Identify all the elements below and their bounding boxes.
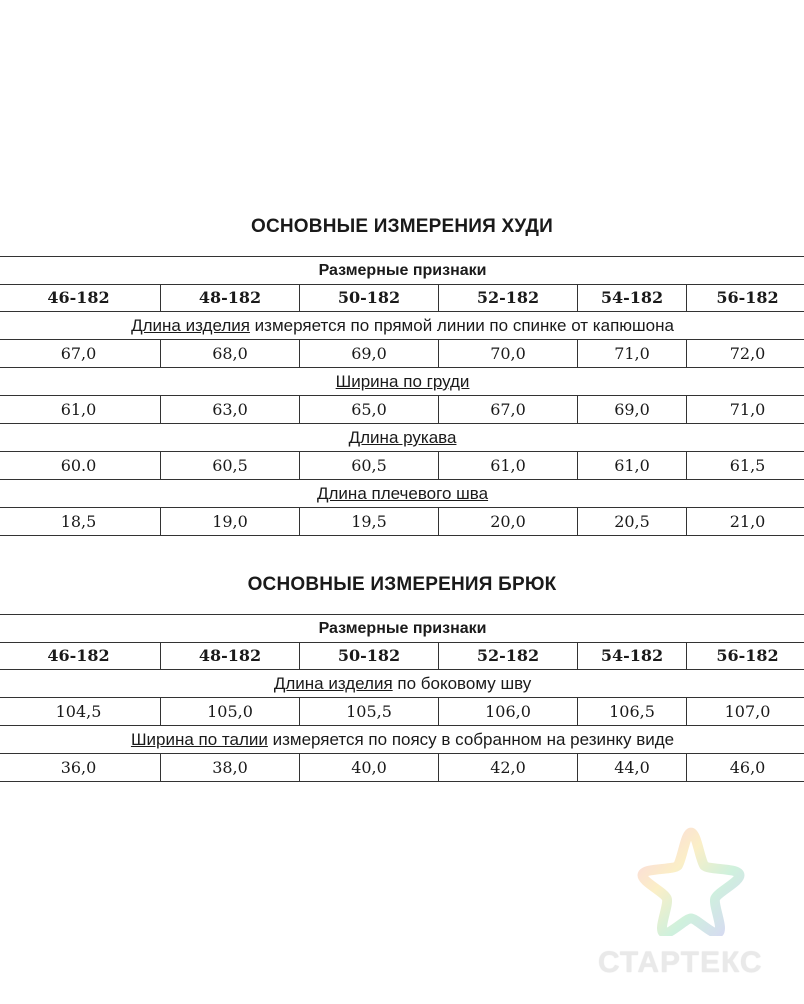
value-cell: 19,0 [161,508,300,536]
value-cell: 42,0 [439,754,578,782]
size-cell: 56-182 [687,285,804,312]
value-cell: 71,0 [578,340,687,368]
measurement-name: Ширина по груди [335,372,470,391]
measurement-label [0,670,804,698]
value-cell: 60,5 [300,452,439,480]
value-cell: 44,0 [578,754,687,782]
size-cell: 48-182 [161,285,300,312]
measurement-label [0,368,804,396]
table-header-row [0,257,804,285]
value-cell: 21,0 [687,508,804,536]
value-cell: 40,0 [300,754,439,782]
size-cell: 56-182 [687,643,804,670]
value-cell: 46,0 [687,754,804,782]
pants-measurements-table [0,614,804,782]
value-cell: 20,0 [439,508,578,536]
value-cell: 18,5 [0,508,161,536]
sizes-row [0,643,804,670]
watermark-text: СТАРТЕКС [598,946,763,979]
measurement-label [0,726,804,754]
table-row [0,396,804,424]
size-cell: 50-182 [300,285,439,312]
table-row [0,340,804,368]
size-cell: 54-182 [578,285,687,312]
value-cell: 36,0 [0,754,161,782]
value-cell: 106,0 [439,698,578,726]
size-cell: 48-182 [161,643,300,670]
value-cell: 69,0 [300,340,439,368]
value-cell: 19,5 [300,508,439,536]
size-cell: 52-182 [439,285,578,312]
value-cell: 61,0 [439,452,578,480]
measurement-label [0,480,804,508]
pants-title: ОСНОВНЫЕ ИЗМЕРЕНИЯ БРЮК [247,574,557,595]
measurement-name: Длина плечевого шва [317,484,489,503]
value-cell: 20,5 [578,508,687,536]
value-cell: 105,5 [300,698,439,726]
measurement-label-row [0,312,804,340]
measurement-note: измеряется по прямой линии по спинке от капюшона [249,316,674,335]
hoodie-measurements-table [0,256,804,536]
measurement-label-row [0,424,804,452]
table-row [0,452,804,480]
value-cell: 104,5 [0,698,161,726]
table-row [0,698,804,726]
size-cell: 46-182 [0,643,161,670]
size-attributes-header: Размерные признаки [0,615,804,643]
value-cell: 68,0 [161,340,300,368]
table-row [0,754,804,782]
value-cell: 67,0 [439,396,578,424]
measurement-label-row [0,480,804,508]
value-cell: 69,0 [578,396,687,424]
size-cell: 50-182 [300,643,439,670]
watermark-star-icon [636,826,746,936]
value-cell: 60.0 [0,452,161,480]
size-cell: 52-182 [439,643,578,670]
value-cell: 61,0 [0,396,161,424]
measurement-label-row [0,670,804,698]
measurement-name: Ширина по талии [130,730,268,749]
measurement-label [0,312,804,340]
measurement-note: измеряется по поясу в собранном на резинку виде [267,730,675,749]
size-cell: 46-182 [0,285,161,312]
table-row [0,508,804,536]
sizes-row [0,285,804,312]
measurement-name: Длина изделия [273,674,393,693]
measurement-note: по боковому шву [392,674,532,693]
value-cell: 63,0 [161,396,300,424]
value-cell: 38,0 [161,754,300,782]
value-cell: 107,0 [687,698,804,726]
measurement-label-row [0,368,804,396]
value-cell: 61,0 [578,452,687,480]
value-cell: 61,5 [687,452,804,480]
value-cell: 60,5 [161,452,300,480]
measurement-name: Длина рукава [348,428,457,447]
value-cell: 67,0 [0,340,161,368]
hoodie-title: ОСНОВНЫЕ ИЗМЕРЕНИЯ ХУДИ [250,216,554,237]
value-cell: 105,0 [161,698,300,726]
value-cell: 106,5 [578,698,687,726]
measurement-label-row [0,726,804,754]
measurement-label [0,424,804,452]
value-cell: 72,0 [687,340,804,368]
table-header-row [0,615,804,643]
size-attributes-header: Размерные признаки [0,257,804,285]
size-cell: 54-182 [578,643,687,670]
value-cell: 71,0 [687,396,804,424]
value-cell: 70,0 [439,340,578,368]
measurement-name: Длина изделия [131,316,250,335]
value-cell: 65,0 [300,396,439,424]
